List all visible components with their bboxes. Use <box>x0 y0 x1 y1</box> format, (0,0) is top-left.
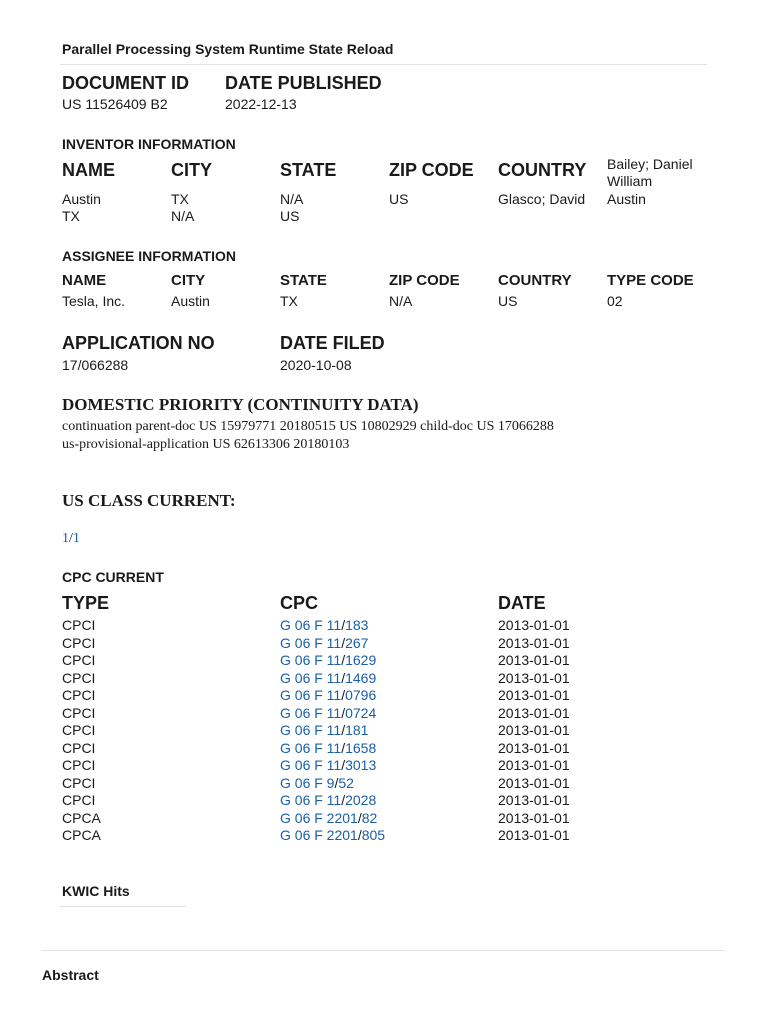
date-published-value: 2022-12-13 <box>225 96 297 112</box>
kwic-hits-label: KWIC Hits <box>62 883 130 899</box>
cpc-type-cell: CPCI <box>62 669 96 686</box>
cpc-code-cell <box>280 617 368 635</box>
assignee-value: 02 <box>607 293 623 309</box>
cpc-type-cell: CPCI <box>62 722 96 738</box>
assignee-value: N/A <box>389 293 413 309</box>
cpc-date-cell: 2013-01-01 <box>498 792 570 808</box>
inventor-row2-cell: TX <box>62 208 80 224</box>
date-published-label: DATE PUBLISHED <box>225 73 382 93</box>
cpc-sub-link[interactable]: 0796 <box>345 687 377 703</box>
application-no-value: 17/066288 <box>62 357 129 373</box>
cpc-date-cell: 2013-01-01 <box>498 652 570 668</box>
cpc-date-cell: 2013-01-01 <box>498 687 570 703</box>
cpc-sub-link[interactable]: 267 <box>345 634 369 651</box>
cpc-separator: / <box>357 809 362 826</box>
cpc-sub-link[interactable]: 181 <box>345 722 369 738</box>
assignee-value: Tesla, Inc. <box>62 293 126 309</box>
cpc-sub-link[interactable]: 3013 <box>345 757 377 773</box>
cpc-sub-link[interactable]: 1629 <box>345 652 377 668</box>
cpc-separator: / <box>341 722 346 738</box>
inventor-row1-cell: TX <box>171 191 189 207</box>
cpc-sub-link[interactable]: 52 <box>338 774 354 791</box>
cpc-main-link[interactable]: G 06 F 2201 <box>280 827 358 843</box>
cpc-main-link[interactable]: G 06 F 11 <box>280 634 342 651</box>
header-divider <box>60 64 707 65</box>
cpc-code-cell <box>280 775 354 793</box>
cpc-code-cell <box>280 705 376 723</box>
domestic-priority-heading: DOMESTIC PRIORITY (CONTINUITY DATA) <box>62 395 419 414</box>
cpc-sub-link[interactable]: 2028 <box>345 792 377 808</box>
inventor-header-country: COUNTRY <box>498 160 587 180</box>
cpc-type-cell: CPCI <box>62 774 96 791</box>
cpc-sub-link[interactable]: 1469 <box>345 669 377 686</box>
inventor-section-label: INVENTOR INFORMATION <box>62 136 236 152</box>
cpc-main-link[interactable]: G 06 F 11 <box>280 669 342 686</box>
us-class-separator: / <box>69 531 73 546</box>
assignee-section-label: ASSIGNEE INFORMATION <box>62 248 236 264</box>
assignee-value: Austin <box>171 293 210 309</box>
cpc-code-cell <box>280 687 376 705</box>
cpc-date-cell: 2013-01-01 <box>498 634 570 651</box>
cpc-separator: / <box>341 669 346 686</box>
cpc-date-cell: 2013-01-01 <box>498 669 570 686</box>
application-no-label: APPLICATION NO <box>62 333 215 353</box>
cpc-code-cell <box>280 810 377 828</box>
cpc-type-cell: CPCI <box>62 687 96 703</box>
cpc-main-link[interactable]: G 06 F 2201 <box>280 809 358 826</box>
inventor-row1-cell: Austin <box>62 191 101 207</box>
inventor-row2-cell: N/A <box>171 208 195 224</box>
cpc-separator: / <box>341 792 346 808</box>
cpc-type-cell: CPCI <box>62 652 96 668</box>
cpc-type-cell: CPCA <box>62 827 101 843</box>
cpc-code-cell <box>280 722 368 740</box>
inventor-row1-cell: Austin <box>607 191 646 207</box>
assignee-header-zip: ZIP CODE <box>389 272 460 289</box>
assignee-header-country: COUNTRY <box>498 272 572 289</box>
cpc-separator: / <box>334 774 339 791</box>
document-id-label: DOCUMENT ID <box>62 73 189 93</box>
document-id-value: US 11526409 B2 <box>62 96 168 112</box>
cpc-code-cell <box>280 670 376 688</box>
cpc-section-label: CPC CURRENT <box>62 569 164 585</box>
abstract-label: Abstract <box>42 967 99 983</box>
cpc-main-link[interactable]: G 06 F 11 <box>280 704 342 721</box>
cpc-main-link[interactable]: G 06 F 9 <box>280 774 335 791</box>
cpc-code-cell <box>280 652 376 670</box>
inventor-row1-cell: Glasco; David <box>498 191 586 207</box>
assignee-value: US <box>498 293 518 309</box>
assignee-header-type-code: TYPE CODE <box>607 272 694 289</box>
us-class-value <box>62 531 80 547</box>
cpc-sub-link[interactable]: 1658 <box>345 739 377 756</box>
assignee-header-city: CITY <box>171 272 206 289</box>
inventor-header-zip: ZIP CODE <box>389 160 474 180</box>
assignee-value: TX <box>280 293 298 309</box>
cpc-type-cell: CPCI <box>62 634 96 651</box>
cpc-type-cell: CPCA <box>62 809 101 826</box>
domestic-priority-line: continuation parent-doc US 15979771 20180515 US 10802929 child-doc US 17066288 <box>62 419 554 434</box>
cpc-date-cell: 2013-01-01 <box>498 739 570 756</box>
cpc-code-cell <box>280 757 376 775</box>
cpc-separator: / <box>341 617 346 633</box>
cpc-main-link[interactable]: G 06 F 11 <box>280 652 342 668</box>
cpc-code-cell <box>280 827 385 845</box>
cpc-code-cell <box>280 635 368 653</box>
assignee-header-name: NAME <box>62 272 107 289</box>
cpc-date-cell: 2013-01-01 <box>498 722 570 738</box>
inventor-row1-cell: US <box>389 191 409 207</box>
cpc-date-cell: 2013-01-01 <box>498 827 570 843</box>
page-title: Parallel Processing System Runtime State Reload <box>62 41 394 57</box>
us-class-link[interactable]: 1 <box>72 531 80 546</box>
cpc-date-cell: 2013-01-01 <box>498 704 570 721</box>
assignee-header-state: STATE <box>280 272 327 289</box>
cpc-main-link[interactable]: G 06 F 11 <box>280 687 342 703</box>
cpc-code-cell <box>280 792 376 810</box>
cpc-date-cell: 2013-01-01 <box>498 617 570 633</box>
cpc-type-cell: CPCI <box>62 757 96 773</box>
date-filed-label: DATE FILED <box>280 333 385 353</box>
kwic-underline <box>60 906 186 907</box>
inventor-extra-name: Bailey; Daniel William <box>607 156 693 189</box>
cpc-header-type: TYPE <box>62 593 110 613</box>
cpc-separator: / <box>357 827 362 843</box>
cpc-sub-link[interactable]: 805 <box>361 827 386 843</box>
inventor-header-state: STATE <box>280 160 337 180</box>
cpc-main-link[interactable]: G 06 F 11 <box>280 617 342 633</box>
cpc-date-cell: 2013-01-01 <box>498 774 570 791</box>
inventor-header-city: CITY <box>171 160 213 180</box>
cpc-main-link[interactable]: G 06 F 11 <box>280 722 342 738</box>
cpc-type-cell: CPCI <box>62 792 96 808</box>
cpc-separator: / <box>341 634 346 651</box>
us-class-link[interactable]: 1 <box>62 531 69 546</box>
cpc-type-cell: CPCI <box>62 704 96 721</box>
cpc-date-cell: 2013-01-01 <box>498 757 570 773</box>
cpc-main-link[interactable]: G 06 F 11 <box>280 792 342 808</box>
cpc-separator: / <box>341 687 346 703</box>
cpc-main-link[interactable]: G 06 F 11 <box>280 739 342 756</box>
abstract-divider <box>42 950 725 951</box>
domestic-priority-line: us-provisional-application US 62613306 20180103 <box>62 437 350 452</box>
cpc-header-date: DATE <box>498 593 546 613</box>
cpc-date-cell: 2013-01-01 <box>498 809 570 826</box>
cpc-separator: / <box>341 652 346 668</box>
inventor-header-name: NAME <box>62 160 115 180</box>
cpc-separator: / <box>341 704 346 721</box>
inventor-row1-cell: N/A <box>280 191 304 207</box>
inventor-row2-cell: US <box>280 208 300 224</box>
cpc-type-cell: CPCI <box>62 739 96 756</box>
cpc-header-cpc: CPC <box>280 593 319 613</box>
date-filed-value: 2020-10-08 <box>280 357 352 373</box>
cpc-sub-link[interactable]: 82 <box>361 809 378 826</box>
cpc-separator: / <box>341 757 346 773</box>
cpc-separator: / <box>341 739 346 756</box>
cpc-sub-link[interactable]: 0724 <box>345 704 377 721</box>
cpc-main-link[interactable]: G 06 F 11 <box>280 757 342 773</box>
cpc-sub-link[interactable]: 183 <box>345 617 369 633</box>
us-class-heading: US CLASS CURRENT: <box>62 491 236 510</box>
cpc-type-cell: CPCI <box>62 617 96 633</box>
cpc-code-cell <box>280 740 376 758</box>
